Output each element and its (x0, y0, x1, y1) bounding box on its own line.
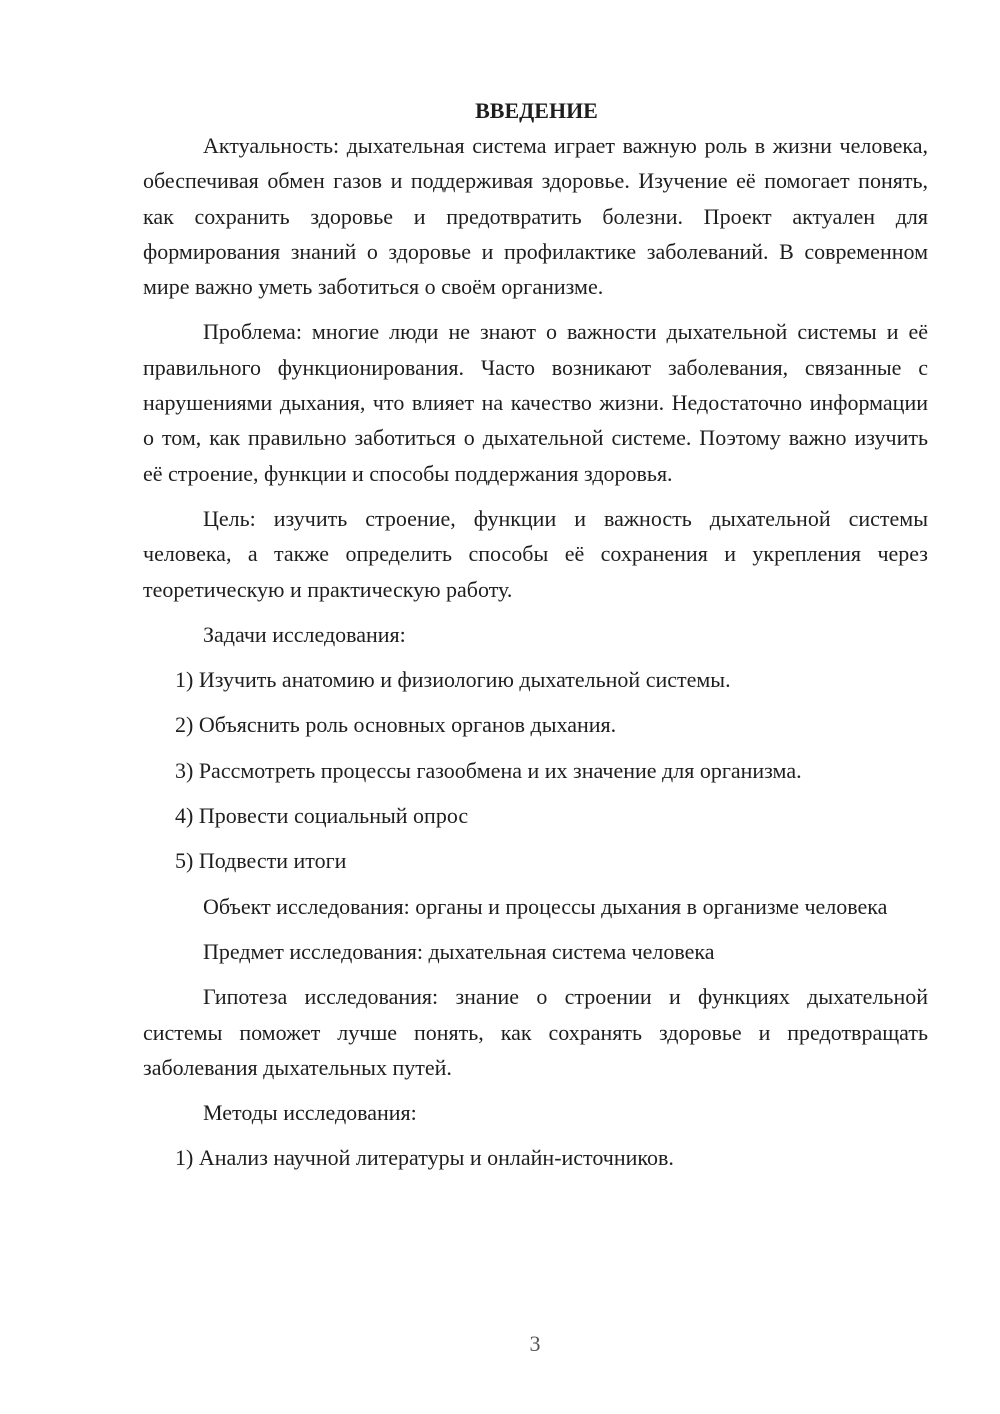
page-content (143, 93, 928, 1186)
page-number: 3 (529, 1331, 541, 1356)
section-heading: ВВЕДЕНИЕ (475, 98, 598, 123)
task-item: 1) Изучить анатомию и физиологию дыхательной системы. (175, 667, 731, 693)
task-item: 2) Объяснить роль основных органов дыхания. (175, 712, 617, 738)
object-paragraph: Объект исследования: органы и процессы дыхания в организме человека (203, 893, 888, 919)
problem-paragraph: Проблема: многие люди не знают о важности дыхательной системы и её правильного функционирования. Часто возникают заболевания, связанные с нарушениями дыхания, что влияет на качество жизни. Недостаточно информации о том, как правильно заботиться о дыхательной системе. Поэтому важно изучить её строение, функции и способы поддержания здоровья. (143, 319, 928, 486)
task-item: 5) Подвести итоги (175, 848, 347, 874)
relevance-paragraph: Актуальность: дыхательная система играет важную роль в жизни человека, обеспечивая обмен газов и поддерживая здоровье. Изучение её помогает понять, как сохранить здоровье и предотвратить болезни. Проект актуален для формирования знаний о здоровье и профилактике заболеваний. В современном мире важно уметь заботиться о своём организме. (143, 133, 928, 300)
methods-title: Методы исследования: (203, 1100, 417, 1126)
task-item: 3) Рассмотреть процессы газообмена и их значение для организма. (175, 757, 802, 783)
hypothesis-paragraph: Гипотеза исследования: знание о строении и функциях дыхательной системы поможет лучше понять, как сохранять здоровье и предотвращать заболевания дыхательных путей. (143, 984, 928, 1080)
method-item: 1) Анализ научной литературы и онлайн-источников. (175, 1145, 674, 1171)
tasks-title: Задачи исследования: (203, 621, 406, 647)
subject-paragraph: Предмет исследования: дыхательная система человека (203, 938, 715, 964)
task-item: 4) Провести социальный опрос (175, 803, 469, 829)
goal-paragraph: Цель: изучить строение, функции и важность дыхательной системы человека, а также определить способы её сохранения и укрепления через теоретическую и практическую работу. (143, 505, 928, 602)
